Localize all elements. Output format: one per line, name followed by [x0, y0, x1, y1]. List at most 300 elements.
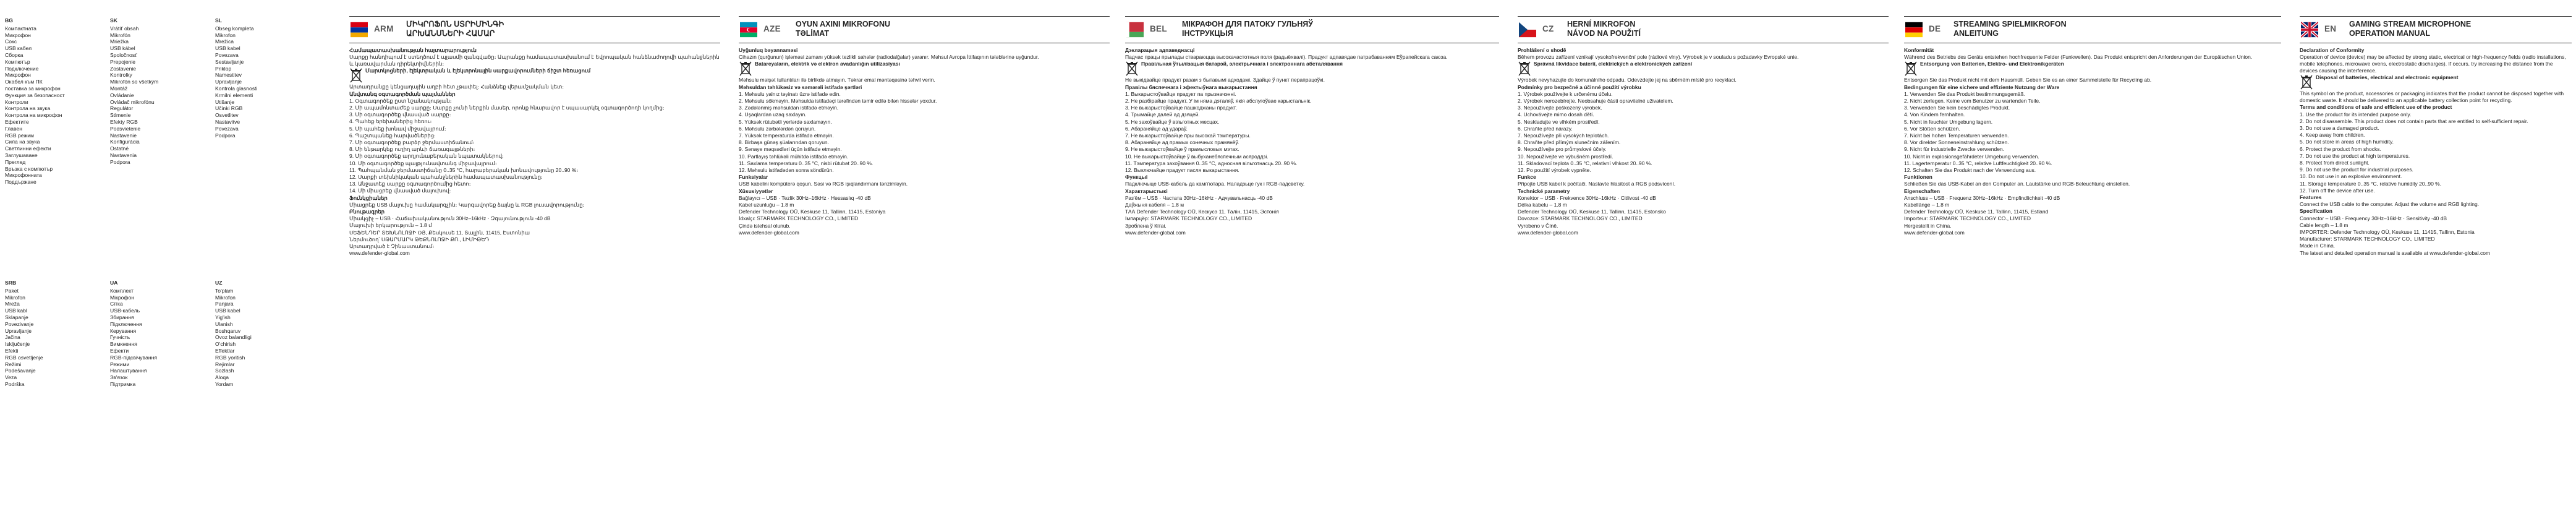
- paragraph: www.defender-global.com: [1125, 229, 1186, 236]
- paragraph: 10. Nicht in explosionsgefährdeter Umgebung verwenden.: [1904, 153, 2039, 160]
- paragraph: 8. Birbaşa günəş şüalarından qoruyun.: [739, 139, 830, 146]
- paragraph: Hergestellt in China.: [1904, 222, 1952, 229]
- summary-line: Сітка: [110, 301, 123, 307]
- summary-column: [5, 280, 96, 388]
- paragraph: Не выкідвайце прадукт разам з бытавымі адходамі. Здайце ў пункт перапрацоўкі.: [1125, 77, 1325, 84]
- paragraph: 10. Не выкарыстоўвайце ў выбуханебяспечным асяроддзі.: [1125, 153, 1269, 160]
- summary-line: Aloqa: [215, 374, 229, 381]
- paragraph: ТАА Defender Technology OÜ, Кескусэ 11, Талін, 11415, Эстонія: [1125, 208, 1279, 215]
- paragraph: IMPORTER: Defender Technology OÜ, Keskuse 11, 11415, Tallinn, Estonia: [2300, 228, 2475, 235]
- paragraph: 4. Трымайце далей ад дзяцей.: [1125, 111, 1200, 118]
- panel-title: [2349, 20, 2471, 38]
- language-code: ARM: [374, 24, 394, 33]
- paragraph: 10. Մի օգտագործեք պայթյունավտանգ միջավայրում։: [349, 160, 497, 166]
- paragraph: 12. Məhsulu istifadədən sonra söndürün.: [739, 167, 834, 174]
- paragraph: 7. Do not use the product at high temperatures.: [2300, 152, 2410, 159]
- summary-line: Effektlar: [215, 347, 235, 354]
- paragraph: Made in China.: [2300, 242, 2336, 249]
- summary-line: Efekty RGB: [110, 118, 138, 125]
- disposal-heading: Správná likvidace baterií, elektrických a elektronických zařízení: [1534, 61, 1693, 67]
- paragraph: 5. Nicht in feuchter Umgebung lagern.: [1904, 118, 1993, 125]
- paragraph: 11. Тэмпература захоўвання 0..35 °C, адносная вільготнасць 20..90 %.: [1125, 160, 1298, 166]
- panel-body: [1125, 47, 1499, 236]
- summary-line: Sozlash: [215, 367, 234, 374]
- language-panel-de: [1904, 0, 2281, 519]
- paragraph: 10. Do not use in an explosive environment.: [2300, 173, 2402, 180]
- summary-line: Микрофон: [5, 72, 31, 79]
- paragraph: Імпарцёр: STARMARK TECHNOLOGY CO., LIMITED: [1125, 215, 1252, 222]
- summary-line: USB кабел: [5, 45, 32, 52]
- paragraph: 1. Məhsulu yalnız təyinatı üzrə istifadə edin.: [739, 90, 841, 97]
- paragraph: 5. Не захоўвайце ў вільготных месцах.: [1125, 118, 1220, 125]
- summary-line: RGB режим: [5, 132, 34, 139]
- paragraph: ՍԵՖԵՆԴԵՐ ՏԵԽՆՈԼՈՋԻ ՕՅ, Քեսկուսե 11, Տալլին, 11415, Էստոնիա: [349, 229, 530, 236]
- panel-title: [406, 20, 504, 38]
- section-heading: Բնութագրեր: [349, 208, 385, 215]
- summary-line: Panjara: [215, 301, 234, 307]
- paragraph: www.defender-global.com: [1904, 229, 1965, 236]
- left-summary-area: [0, 0, 346, 519]
- disposal-warning: [349, 67, 720, 84]
- paragraph: Падчас працы прылады ствараюцца высокачастотныя поля (радыёхвалі). Прадукт адпавядае патрабаванням Еўрапейскага саюза.: [1125, 54, 1448, 61]
- paragraph: 1. Verwenden Sie das Produkt bestimmungsgemäß.: [1904, 90, 2026, 97]
- paragraph: 7. Не выкарыстоўвайце пры высокай тэмпературы.: [1125, 132, 1251, 139]
- paragraph: Defender Technology OÜ, Keskuse 11, Tallinn, 11415, Estoniya: [739, 208, 886, 215]
- panel-header: [739, 16, 1110, 43]
- summary-line: Osvetlitev: [215, 112, 239, 119]
- summary-line: Ovládač mikrofónu: [110, 98, 155, 105]
- summary-line: Kontrola glasnosti: [215, 85, 258, 92]
- summary-line: To'plam: [215, 287, 234, 294]
- title-line-1: OYUN AXINI MIKROFONU: [796, 20, 891, 28]
- summary-line: Сборка: [5, 51, 23, 58]
- paragraph: www.defender-global.com: [349, 250, 410, 257]
- paragraph: 3. Не выкарыстоўвайце пашкоджаны прадукт.: [1125, 105, 1237, 111]
- paragraph: 8. Chraňte před přímým slunečním zářením.: [1518, 139, 1621, 146]
- paragraph: 3. Nepoužívejte poškozený výrobek.: [1518, 105, 1602, 111]
- summary-line: Мікрофон: [110, 294, 134, 301]
- disposal-heading: Entsorgung von Batterien, Elektro- und Elektronikgeräten: [1920, 61, 2064, 67]
- summary-line: Връзка с компютър: [5, 165, 53, 172]
- crossed-bin-icon: [1518, 61, 1531, 77]
- language-code: AZE: [763, 24, 781, 33]
- summary-line: Светлинни ефекти: [5, 145, 51, 152]
- section-heading: Xüsusiyyətlər: [739, 187, 773, 194]
- summary-line: Boshqaruv: [215, 327, 241, 334]
- paragraph: 3. Մի օգտագործեք վնասված սարքը։: [349, 111, 451, 118]
- paragraph: 1. Use the product for its intended purpose only.: [2300, 111, 2412, 118]
- summary-line: Vrátiť obsah: [110, 25, 139, 32]
- section-heading: Funksiyalar: [739, 174, 768, 181]
- summary-line: Isključenje: [5, 341, 30, 348]
- paragraph: Cihazın (qurğunun) işləməsi zamanı yüksək tezlikli sahələr (radiodalğalar) yaranır. Məhsul Avropa İttifaqının tələblərinə uyğundur.: [739, 54, 1039, 61]
- summary-line: Mikrofón so všetkým: [110, 79, 159, 85]
- summary-block-bottom: [5, 280, 307, 388]
- paragraph: 7. Nicht bei hohen Temperaturen verwenden.: [1904, 132, 2009, 139]
- summary-line: Компактната: [5, 25, 36, 32]
- section-heading: Specification: [2300, 208, 2332, 215]
- section-heading: Terms and conditions of safe and efficient use of the product: [2300, 104, 2452, 111]
- flag-icon: [740, 22, 757, 38]
- paragraph: 8. Абараняйце ад прамых сонечных прамянёў.: [1125, 139, 1239, 146]
- paragraph: Connector – USB · Frequency 30Hz–16kHz · Sensitivity -40 dB: [2300, 215, 2447, 221]
- paragraph: 1. Օգտագործեք ըստ նշանակության։: [349, 97, 452, 104]
- section-heading: Bedingungen für eine sichere und effiziente Nutzung der Ware: [1904, 84, 2060, 90]
- summary-line: Преглед: [5, 158, 26, 165]
- paragraph: 4. Von Kindern fernhalten.: [1904, 111, 1965, 118]
- paragraph: 13. Անջատեք սարքը օգտագործումից հետո։: [349, 181, 471, 187]
- paragraph: Ներմուծող՝ ՍԹԱՐՄԱՐԿ ԹԵՔՆՈԼՈՋԻ ՔՈ., ԼԻՄԻԹԵԴ: [349, 236, 490, 242]
- title-line-2: OPERATION MANUAL: [2349, 29, 2431, 38]
- summary-line: USB kabel: [215, 45, 240, 52]
- summary-line: Mreža: [5, 301, 20, 307]
- summary-line: Konfigurácia: [110, 139, 140, 145]
- paragraph: Připojte USB kabel k počítači. Nastavte hlasitost a RGB podsvícení.: [1518, 181, 1676, 187]
- summary-line: O'chirish: [215, 341, 236, 348]
- summary-line: Комплект: [110, 287, 134, 294]
- section-heading: Характарыстыкі: [1125, 187, 1168, 194]
- paragraph: Entsorgen Sie das Produkt nicht mit dem Hausmüll. Geben Sie es an einer Sammelstelle für Recycling ab.: [1904, 77, 2152, 84]
- language-code: DE: [1929, 24, 1941, 33]
- summary-line: Sklapanje: [5, 314, 28, 320]
- crossed-bin-icon: [739, 61, 752, 77]
- flag-icon: [351, 22, 368, 38]
- paragraph: 11. Պահպանման ջերմաստիճանը 0..35 °C, հարաբերական խոնավությունը 20..90 %։: [349, 166, 579, 173]
- paragraph: Connect the USB cable to the computer. Adjust the volume and RGB lighting.: [2300, 201, 2480, 208]
- summary-line: Сила на звука: [5, 139, 40, 145]
- summary-column: [215, 17, 307, 186]
- title-line-2: TƏLİMAT: [796, 29, 829, 38]
- language-panel-arm: [349, 0, 720, 519]
- summary-line: Sestavljanje: [215, 58, 244, 65]
- section-heading: Funktionen: [1904, 174, 1932, 181]
- summary-line: Mikrofón: [110, 32, 130, 38]
- paragraph: Defender Technology OÜ, Keskuse 11, Tallinn, 11415, Estonsko: [1518, 208, 1666, 215]
- crossed-bin-icon: [349, 67, 363, 84]
- panel-header: [1904, 16, 2281, 43]
- summary-line: Namestitev: [215, 72, 242, 79]
- paragraph: 5. Yüksək rütubətli yerlərdə saxlamayın.: [739, 118, 832, 125]
- panel-title: [1182, 20, 1313, 38]
- summary-line: Jačina: [5, 334, 20, 341]
- summary-line: Upravljanje: [215, 79, 242, 85]
- summary-line: Подключение: [5, 65, 39, 72]
- paragraph: 3. Do not use a damaged product.: [2300, 124, 2379, 131]
- summary-line: Mikrofon: [5, 294, 25, 301]
- paragraph: 12. Turn off the device after use.: [2300, 187, 2375, 194]
- summary-line: USB kabel: [215, 307, 240, 314]
- paragraph: USB kabelini kompüterə qoşun. Səsi və RGB işıqlandırmanı tənzimləyin.: [739, 181, 908, 187]
- paragraph: 9. Не выкарыстоўвайце ў прамысловых мэтах.: [1125, 146, 1239, 153]
- paragraph: 7. Yüksək temperaturda istifadə etməyin.: [739, 132, 834, 139]
- summary-line: Nastavenie: [110, 132, 137, 139]
- paragraph: 9. Մի օգտագործեք արդյունաբերական նպատակներով։: [349, 153, 504, 160]
- section-heading: Правілы бяспечнага і эфектыўнага выкарыстання: [1125, 84, 1257, 90]
- language-code: BEL: [1150, 24, 1167, 33]
- summary-line: Контрола на микрофон: [5, 112, 62, 119]
- paragraph: Արտադրված է Չինաստանում։: [349, 242, 435, 249]
- disposal-heading: Մարտկոցների, էլեկտրական և էլեկտրոնային սարքավորումների ճիշտ հեռացում: [365, 67, 591, 74]
- panel-body: [1518, 47, 1889, 236]
- title-line-2: NÁVOD NA POUŽITÍ: [1567, 29, 1641, 38]
- paragraph: Výrobek nevyhazujte do komunálního odpadu. Odevzdejte jej na sběrném místě pro recyklaci.: [1518, 77, 1736, 84]
- summary-line: Podešavanje: [5, 367, 36, 374]
- paragraph: www.defender-global.com: [1518, 229, 1578, 236]
- paragraph: 12. Schalten Sie das Produkt nach der Verwendung aus.: [1904, 167, 2036, 174]
- paragraph: 4. Uchovávejte mimo dosah dětí.: [1518, 111, 1594, 118]
- summary-line: Збирання: [110, 314, 134, 320]
- paragraph: Délka kabelu – 1.8 m: [1518, 202, 1567, 208]
- paragraph: Bağlayıcı – USB · Tezlik 30Hz–16kHz · Həssaslıq -40 dB: [739, 194, 871, 201]
- flag-icon: [2301, 22, 2318, 38]
- summary-line: RGB osvetljenje: [5, 354, 43, 361]
- crossed-bin-icon: [1904, 61, 1918, 77]
- paragraph: 6. Vor Stößen schützen.: [1904, 125, 1960, 132]
- paragraph: 2. Do not disassemble. This product does not contain parts that are entitled to self-sufficient repair.: [2300, 118, 2528, 124]
- paragraph: Schließen Sie das USB-Kabel an den Computer an. Lautstärke und RGB-Beleuchtung einstellen.: [1904, 181, 2130, 187]
- summary-line: Krmilni elementi: [215, 92, 253, 98]
- section-heading: Funkce: [1518, 174, 1536, 181]
- summary-lang-code: SK: [110, 17, 117, 24]
- paragraph: 2. Výrobek nerozebírejte. Neobsahuje části opravitelné uživatelem.: [1518, 98, 1673, 105]
- summary-line: Керування: [110, 327, 137, 334]
- summary-line: Podsvietenie: [110, 125, 141, 132]
- paragraph: 3. Verwenden Sie kein beschädigtes Produkt.: [1904, 105, 2010, 111]
- summary-column: [5, 17, 96, 186]
- paragraph: Defender Technology OÜ, Keskuse 11, Tallinn, 11415, Estland: [1904, 208, 2049, 215]
- summary-line: Зв'язок: [110, 374, 128, 381]
- summary-line: Поддържане: [5, 179, 36, 186]
- paragraph: 7. Nepoužívejte při vysokých teplotách.: [1518, 132, 1609, 139]
- section-heading: Uyğunluq bəyannaməsi: [739, 47, 798, 53]
- section-heading: Eigenschaften: [1904, 187, 1941, 194]
- paragraph: Раз'ём – USB · Частата 30Hz–16kHz · Адчувальнасць -40 dB: [1125, 194, 1273, 201]
- section-heading: Функцыі: [1125, 174, 1148, 181]
- paragraph: 6. Абараняйце ад удараў.: [1125, 125, 1188, 132]
- summary-line: Ovoz balandligi: [215, 334, 252, 341]
- summary-line: Prepojenie: [110, 58, 136, 65]
- summary-line: Regulátor: [110, 105, 134, 112]
- summary-lang-code: UA: [110, 280, 118, 286]
- title-line-2: ANLEITUNG: [1953, 29, 1999, 38]
- title-line-1: GAMING STREAM MICROPHONE: [2349, 20, 2472, 28]
- panel-header: [1125, 16, 1499, 43]
- language-panel-bel: [1125, 0, 1499, 519]
- summary-line: Підключення: [110, 320, 142, 327]
- paragraph: 8. Մի ենթարկեք ուղիղ արևի ճառագայթների։: [349, 146, 475, 153]
- summary-lang-code: UZ: [215, 280, 223, 286]
- language-code: EN: [2324, 24, 2337, 33]
- summary-column: [110, 17, 202, 186]
- paragraph: 9. Do not use the product for industrial purposes.: [2300, 166, 2413, 173]
- disposal-warning: [1518, 61, 1889, 77]
- paragraph: 2. Məhsulu sökməyin. Məhsulda istifadəçi tərəfindən təmir edilə bilən hissələr yoxdur.: [739, 98, 937, 105]
- summary-line: Mikrofon: [215, 294, 236, 301]
- section-heading: Məhsuldan təhlükəsiz və səmərəli istifadə şərtləri: [739, 84, 862, 90]
- paragraph: 7. Մի օգտագործեք բարձր ջերմաստիճանում։: [349, 139, 475, 145]
- summary-line: Povezava: [215, 125, 239, 132]
- summary-line: Заглушаване: [5, 152, 38, 158]
- summary-line: Контроли: [5, 98, 28, 105]
- summary-line: USB kabl: [5, 307, 27, 314]
- summary-line: Režimi: [5, 361, 22, 367]
- summary-line: Efekti: [5, 347, 19, 354]
- panel-body: [2300, 47, 2572, 257]
- title-line-2: ІНСТРУКЦЫЯ: [1182, 29, 1233, 38]
- summary-line: Контрола на звука: [5, 105, 51, 112]
- paragraph: Միացրեք USB մալուխը համակարգչին։ Կարգավորեք ձայնը և RGB լուսավորությունը։: [349, 201, 585, 208]
- summary-line: Підтримка: [110, 380, 136, 387]
- summary-line: Podrška: [5, 380, 25, 387]
- paragraph: www.defender-global.com: [739, 229, 799, 236]
- summary-line: Ефектите: [5, 118, 29, 125]
- summary-line: Nastavitve: [215, 118, 240, 125]
- summary-line: Mikrofon: [215, 32, 236, 38]
- summary-line: Utišanje: [215, 98, 235, 105]
- summary-line: поставка за микрофон: [5, 85, 61, 92]
- paragraph: 5. Neskladujte ve vlhkém prostředí.: [1518, 118, 1600, 125]
- summary-line: Главен: [5, 125, 22, 132]
- summary-line: Mriežka: [110, 38, 129, 45]
- summary-line: Сокс: [5, 38, 17, 45]
- disposal-warning: [1904, 61, 2281, 77]
- summary-line: Podpora: [215, 132, 236, 139]
- summary-column: [110, 280, 202, 388]
- flag-icon: [1126, 22, 1144, 38]
- paragraph: Dovozce: STARMARK TECHNOLOGY CO., LIMITED: [1518, 215, 1643, 222]
- panel-header: [2300, 16, 2572, 43]
- section-heading: Podmínky pro bezpečné a účinné použití výrobku: [1518, 84, 1641, 90]
- paragraph: Məhsulu məişət tullantıları ilə birlikdə atmayın. Təkrar emal məntəqəsinə təhvil verin.: [739, 77, 935, 84]
- paragraph: 2. Մի ապամոնտաժեք սարքը։ Սարքը չունի ներքին մասեր, որոնք հնարավոր է սպասարկել օգտագործողի կողմից։: [349, 104, 665, 111]
- paragraph: 6. Protect the product from shocks.: [2300, 145, 2381, 152]
- summary-line: Режими: [110, 361, 130, 367]
- paragraph: İdxalçı: STARMARK TECHNOLOGY CO., LIMITED: [739, 215, 859, 222]
- disposal-warning: [1125, 61, 1499, 77]
- paragraph: 14. Մի միացրեք վնասված մալուխով։: [349, 187, 451, 194]
- summary-line: Окабел към ПК: [5, 79, 43, 85]
- disposal-heading: Disposal of batteries, electrical and electronic equipment: [2316, 74, 2459, 81]
- paragraph: 12. Po použití výrobek vypněte.: [1518, 167, 1591, 174]
- paragraph: Մալուխի երկարություն – 1.8 մ: [349, 222, 432, 229]
- summary-line: Nastavenia: [110, 152, 137, 158]
- language-panel-en: [2300, 0, 2572, 519]
- paragraph: Cable length – 1.8 m: [2300, 221, 2349, 228]
- title-line-1: МІКРАФОН ДЛЯ ПАТОКУ ГУЛЬНЯЎ: [1182, 20, 1314, 28]
- summary-line: Podpora: [110, 158, 130, 165]
- paragraph: Միակցիչ – USB · Հաճախականություն 30Hz–16kHz · Զգայունություն -40 dB: [349, 215, 551, 222]
- section-heading: Ֆունկցիաներ: [349, 194, 388, 201]
- paragraph: Արտադրանքը կենցաղային աղբի հետ չթափել։ Հանձնեք վերամշակման կետ։: [349, 84, 564, 90]
- paragraph: 10. Nepoužívejte ve výbušném prostředí.: [1518, 153, 1613, 160]
- panel-body: [349, 47, 720, 257]
- summary-lang-code: SRB: [5, 280, 17, 286]
- panel-title: [1953, 20, 2067, 38]
- summary-line: Yordam: [215, 380, 234, 387]
- paragraph: 1. Výrobek používejte k určenému účelu.: [1518, 90, 1613, 97]
- paragraph: 8. Vor direkter Sonneneinstrahlung schützen.: [1904, 139, 2009, 146]
- paragraph: Даўжыня кабеля – 1.8 м: [1125, 202, 1184, 208]
- paragraph: 12. Выключайце прадукт пасля выкарыстання.: [1125, 167, 1239, 174]
- paragraph: Kabel uzunluğu – 1.8 m: [739, 202, 794, 208]
- title-line-1: HERNÍ MIKROFON: [1567, 20, 1636, 28]
- paragraph: 4. Պահեք երեխաներից հեռու։: [349, 118, 432, 125]
- paragraph: Зроблена ў Кітаі.: [1125, 222, 1167, 229]
- paragraph: 9. Sənaye məqsədləri üçün istifadə etməyin.: [739, 146, 842, 153]
- paragraph: Vyrobeno v Číně.: [1518, 222, 1558, 229]
- panel-body: [1904, 47, 2281, 236]
- language-code: CZ: [1542, 24, 1554, 33]
- flag-icon: [1905, 22, 1923, 38]
- paragraph: 6. Məhsulu zərbələrdən qoruyun.: [739, 125, 816, 132]
- section-heading: Technické parametry: [1518, 187, 1570, 194]
- title-line-1: STREAMING SPIELMIKROFON: [1953, 20, 2067, 28]
- crossed-bin-icon: [1125, 61, 1139, 77]
- summary-line: Spoločnosť: [110, 51, 137, 58]
- summary-lang-code: SL: [215, 17, 222, 24]
- section-heading: Համապատասխանության հայտարարություն: [349, 47, 477, 53]
- summary-line: Priklop: [215, 65, 232, 72]
- summary-line: Mrežica: [215, 38, 234, 45]
- summary-line: Ефекти: [110, 347, 129, 354]
- paragraph: Konektor – USB · Frekvence 30Hz–16kHz · Citlivost -40 dB: [1518, 194, 1656, 201]
- paragraph: Սարքը հանդիպում է ստեղծում է պլասմի զանգվածը։ Ապրանքը համապատասխանում է Եվրոպական հանձնաժողովի պահանջներին և կառավարման դիրեկտիվներին։: [349, 54, 720, 67]
- title-line-1: ՄԻԿՐՈՖՈՆ ՍՏՐԻՄԻՆԳԻ: [406, 20, 504, 28]
- paragraph: Çində istehsal olunub.: [739, 222, 791, 229]
- disposal-warning: [739, 61, 1110, 77]
- section-heading: Անվտանգ օգտագործման պայմաններ: [349, 90, 456, 97]
- paragraph: 6. Պաշտպանեք հարվածներից։: [349, 132, 436, 139]
- panel-body: [739, 47, 1110, 236]
- summary-line: RGB-підсвічування: [110, 354, 158, 361]
- paragraph: 5. Do not store in areas of high humidity.: [2300, 139, 2394, 145]
- paragraph: 11. Skladovací teplota 0..35 °C, relativní vlhkost 20..90 %.: [1518, 160, 1652, 166]
- summary-line: Ulanish: [215, 320, 233, 327]
- summary-line: Paket: [5, 287, 19, 294]
- summary-line: USB-кабель: [110, 307, 140, 314]
- summary-line: USB kábel: [110, 45, 135, 52]
- paragraph: Manufacturer: STARMARK TECHNOLOGY CO., LIMITED: [2300, 236, 2435, 242]
- summary-line: Ostatné: [110, 145, 129, 152]
- summary-line: Налаштування: [110, 367, 147, 374]
- section-heading: Declaration of Conformity: [2300, 47, 2365, 53]
- title-line-2: ԱՐԽԱՆՍՆԵՐԻ ՀԱՄԱՐ: [406, 29, 495, 38]
- paragraph: Während des Betriebs des Geräts entstehen hochfrequente Felder (Funkwellen). Das Produkt entspricht den Anforderungen der Europäischen Union.: [1904, 54, 2253, 61]
- summary-line: Montáž: [110, 85, 128, 92]
- paragraph: 10. Partlayış təhlükəli mühitdə istifadə etməyin.: [739, 153, 849, 160]
- summary-line: Učinki RGB: [215, 105, 243, 112]
- paragraph: 11. Saxlama temperaturu 0..35 °C, nisbi rütubət 20..90 %.: [739, 160, 874, 166]
- disposal-heading: Правільная ўтылізацыя батарэй, электрычнага і электроннага абсталявання: [1141, 61, 1343, 67]
- paragraph: 9. Nicht für industrielle Zwecke verwenden.: [1904, 146, 2005, 153]
- section-heading: Дэкларацыя адпаведнасці: [1125, 47, 1195, 53]
- paragraph: 6. Chraňte před nárazy.: [1518, 125, 1573, 132]
- summary-line: Вимкнення: [110, 341, 137, 348]
- language-panel-aze: [739, 0, 1110, 519]
- paragraph: 2. Не разбірайце прадукт. У ім няма дэталяў, якія абслугоўвае карыстальнік.: [1125, 98, 1312, 105]
- paragraph: This symbol on the product, accessories or packaging indicates that the product cannot be disposed together with domestic waste. It should be delivered to an applicable battery collection point for recycling.: [2300, 90, 2564, 104]
- paragraph: 8. Protect from direct sunlight.: [2300, 159, 2370, 166]
- panel-title: [1567, 20, 1641, 38]
- summary-column: [215, 280, 307, 388]
- paragraph: 1. Выкарыстоўвайце прадукт па прызначэнні.: [1125, 90, 1236, 97]
- paragraph: The latest and detailed operation manual is available at www.defender-global.com: [2300, 249, 2491, 256]
- paragraph: Anschluss – USB · Frequenz 30Hz–16kHz · Empfindlichkeit -40 dB: [1904, 194, 2060, 201]
- summary-lang-code: BG: [5, 17, 13, 24]
- panel-header: [349, 16, 720, 43]
- summary-line: Ovládanie: [110, 92, 134, 98]
- summary-line: Povezivanje: [5, 320, 34, 327]
